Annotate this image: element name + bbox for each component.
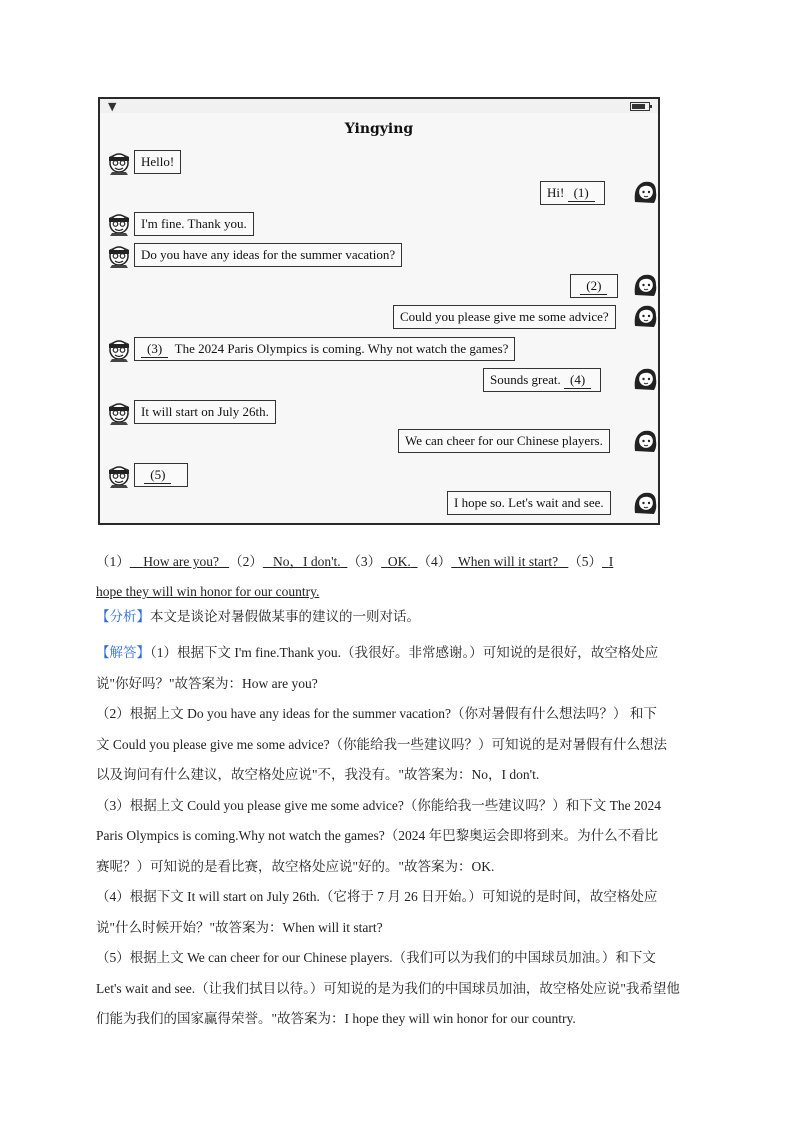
wifi-icon: ▼ bbox=[108, 100, 117, 113]
solution-section: 【解答】（1）根据下文 I'm fine.Thank you.（我很好。非常感谢。）可知说的是很好，故空格处应 说"你好吗？"故答案为：How are you? （2）根据上文 Do you have any ideas for the summer vacation?（你对暑假有什么想法吗？） 和下 文 Could you please give me some advice?（你能给我一些建议吗？）可知说的是对暑假有什么想法 以及询问有什么建议，故空格处应说"不，我没有。"故答案为：No，I don't. （3）根据上文 Could you please give me some advice?（你能给我一些建议吗？）和下文 The 2024 Paris Olympics is coming.Why not watch the games?（2024 年巴黎奥运会即将到来。为什么不看比 赛呢？）可知说的是看比赛，故空格处应说"好的。"故答案为：OK. （4）根据下文 It will start on July 26th.（它将于 7 月 26 日开始。）可知说的是时间，故空格处应 说"什么时候开始？"故答案为：When will it start? （5）根据上文 We can cheer for our Chinese players.（我们可以为我们的中国球员加油。）和下文 Let's wait and see.（让我们拭目以待。）可知说的是为我们的中国球员加油，故空格处应说"我希望他 们能为我们的国家赢得荣誉。"故答案为：I hope they will win honor for our country. bbox=[96, 645, 680, 1026]
analysis-section: 【分析】本文是谈论对暑假做某事的建议的一则对话。 bbox=[96, 609, 420, 624]
girl-avatar-icon bbox=[632, 489, 658, 515]
chat-message-3: I'm fine. Thank you. bbox=[134, 212, 254, 236]
chat-message-10: We can cheer for our Chinese players. bbox=[398, 429, 610, 453]
boy-avatar-icon bbox=[106, 242, 132, 268]
solution-tag: 【解答】 bbox=[96, 645, 150, 660]
boy-avatar-icon bbox=[106, 149, 132, 175]
chat-message-9: It will start on July 26th. bbox=[134, 400, 276, 424]
boy-avatar-icon bbox=[106, 210, 132, 236]
chat-message-1: Hello! bbox=[134, 150, 181, 174]
chat-message-7: (3) The 2024 Paris Olympics is coming. Why not watch the games? bbox=[134, 337, 515, 361]
chat-message-11: (5) bbox=[134, 463, 188, 487]
chat-message-12: I hope so. Let's wait and see. bbox=[447, 491, 611, 515]
chat-message-6: Could you please give me some advice? bbox=[393, 305, 616, 329]
status-bar bbox=[100, 99, 658, 113]
chat-message-5: (2) bbox=[570, 274, 618, 298]
battery-icon bbox=[630, 102, 650, 111]
chat-title: Yingying bbox=[344, 121, 414, 137]
girl-avatar-icon bbox=[632, 427, 658, 453]
analysis-tag: 【分析】 bbox=[96, 609, 150, 624]
chat-screenshot bbox=[98, 97, 660, 525]
girl-avatar-icon bbox=[632, 178, 658, 204]
girl-avatar-icon bbox=[632, 302, 658, 328]
answer-line: （1） How are you? （2） No，I don't. （3） OK. （4） When will it start? （5） I hope they will win honor for our country. bbox=[96, 554, 614, 599]
boy-avatar-icon bbox=[106, 462, 132, 488]
boy-avatar-icon bbox=[106, 336, 132, 362]
girl-avatar-icon bbox=[632, 271, 658, 297]
chat-message-2: Hi! (1) bbox=[540, 181, 605, 205]
chat-message-4: Do you have any ideas for the summer vacation? bbox=[134, 243, 402, 267]
boy-avatar-icon bbox=[106, 399, 132, 425]
chat-message-8: Sounds great. (4) bbox=[483, 368, 601, 392]
girl-avatar-icon bbox=[632, 365, 658, 391]
